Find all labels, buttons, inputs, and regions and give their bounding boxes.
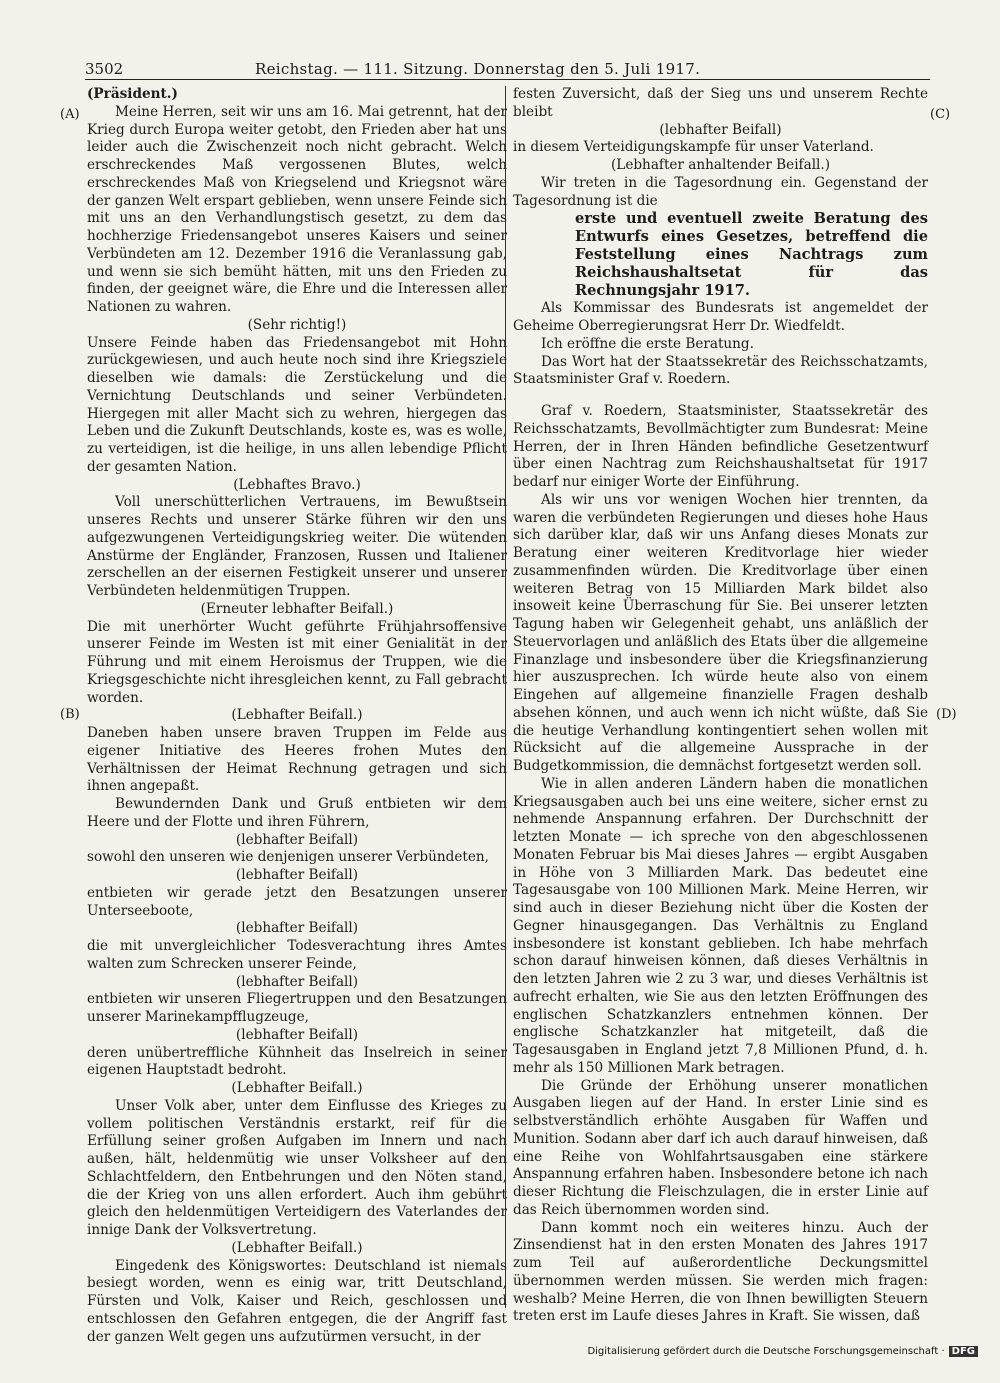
paragraph: Die mit unerhörter Wucht geführte Frühjahrsoffensive unserer Feinde im Westen ist mit einer Genialität in der Führung und mit einem Heroismus der Truppen, wie die Kriegsgeschichte nicht ihresgleichen kennt, zu Fall gebracht worden. xyxy=(87,618,507,706)
interjection: (lebhafter Beifall) xyxy=(235,920,359,937)
right-column xyxy=(513,86,928,1326)
paragraph: Dann kommt noch ein weiteres hinzu. Auch der Zinsendienst hat in den ersten Monaten des Jahres 1917 zum Teil auf außerordentliche Deckungsmittel übernommen werden müssen. Sie werden mich fragen: weshalb? Meine Herren, die von Ihnen bewilligten Steuern treten erst im Laufe dieses Jahres in Kraft. Sie wissen, daß xyxy=(513,1219,928,1325)
paragraph: in diesem Verteidigungskampfe für unser Vaterland. xyxy=(513,139,874,156)
paragraph: Die Gründe der Erhöhung unserer monatlichen Ausgaben liegen auf der Hand. In erster Linie sind es selbstverständlich erhöhte Ausgaben für Waffen und Munition. Sodann aber darf ich auch darauf hinweisen, daß eine Reihe von Wohlfahrtsausgaben eine stärkere Anspannung erfahren haben. Insbesondere betone ich nach dieser Richtung die Fleischzulagen, die in erster Linie auf das Reich übernommen worden sind. xyxy=(513,1077,928,1218)
paragraph: Voll unerschütterlichen Vertrauens, im Bewußtsein unseres Rechts und unserer Stärke führen wir den uns aufgezwungenen Verteidigungskrieg weiter. Die wütenden Anstürme der Engländer, Franzosen, Russen und Italiener zerschellen an der eisernen Festigkeit unserer und unserer Verbündeten heldenmütigen Truppen. xyxy=(87,494,507,599)
paragraph: festen Zuversicht, daß der Sieg uns und unserem Rechte bleibt xyxy=(513,86,928,120)
interjection: (Sehr richtig!) xyxy=(247,316,347,333)
header-rule xyxy=(85,79,930,80)
paragraph: Das Wort hat der Staatssekretär des Reichsschatzamts, Staatsminister Graf v. Roedern. xyxy=(513,353,928,388)
paragraph: sowohl den unseren wie denjenigen unserer Verbündeten, xyxy=(87,849,489,866)
interjection: (lebhafter Beifall) xyxy=(235,973,359,990)
paragraph: Ich eröffne die erste Beratung. xyxy=(541,335,754,352)
paragraph: Als wir uns vor wenigen Wochen hier trennten, da waren die verbündeten Regierungen und dieses hohe Haus sich darüber klar, daß wir uns Anfang dieses Monats zur Beratung einer weiteren Kreditvorlage hier wieder zusammenfinden würden. Die Kreditvorlage über einen weiteren Betrag von 15 Milliarden Mark bildet also insoweit keine Überraschung für Sie. Bei unserer letzten Tagung haben wir Gelegenheit gehabt, uns anläßlich der Steuervorlagen und anläßlich des Etats über die allgemeine Finanzlage und insbesondere über die Kriegsfinanzierung hier auszusprechen. Ich würde heute also von einem Eingehen auf allgemeine finanzielle Fragen deshalb absehen können, und auch wenn ich nicht wüßte, daß Sie die heutige Verhandlung kontingentiert sehen wollen mit Rücksicht auf die allgemeine Aussprache in der Budgetkommission, die demnächst fortgesetzt werden soll. xyxy=(513,491,928,774)
interjection: (lebhafter Beifall) xyxy=(659,121,782,138)
dfg-logo: DFG xyxy=(949,1346,978,1357)
speech-opening: Graf v. Roedern, Staatsminister, Staatssekretär des Reichsschatzamts, Bevollmächtigter zum Bundesrat: Meine Herren, der in Ihren Händen befindliche Gesetzentwurf über einen Nachtrag zum Reichshaushaltsetat für 1917 bedarf nur einiger Worte der Einführung. xyxy=(513,403,928,490)
margin-marker-d: (D) xyxy=(936,707,957,722)
interjection: (Lebhaftes Bravo.) xyxy=(233,476,361,493)
paragraph: entbieten wir gerade jetzt den Besatzungen unserer Unterseeboote, xyxy=(87,884,507,919)
paragraph: Unsere Feinde haben das Friedensangebot mit Hohn zurückgewiesen, und auch heute noch sind ihre Kriegsziele dieselben wie damals: die Zerstückelung und die Vernichtung Deutschlands und seiner Verbündeten. Hiergegen mit aller Macht sich zu wehren, hiergegen das Leben und die Zukunft Deutschlands, koste es, was es wolle, zu verteidigen, ist die heilige, in uns allen lebendige Pflicht der gesamten Nation. xyxy=(87,334,507,475)
left-column xyxy=(87,86,507,1346)
footer-text: Digitalisierung gefördert durch die Deutsche Forschungsgemeinschaft · xyxy=(587,1346,945,1357)
page-number: 3502 xyxy=(85,60,124,78)
paragraph: Bewundernden Dank und Gruß entbieten wir dem Heere und der Flotte und ihren Führern, xyxy=(87,796,507,830)
footer-credit xyxy=(587,1346,978,1357)
paragraph: Daneben haben unsere braven Truppen im Felde aus eigener Initiative des Heeres frohen Mutes den Verhältnissen der Heimat Rechnung getragen und sich ihnen angepaßt. xyxy=(87,725,507,795)
running-head: Reichstag. — 111. Sitzung. Donnerstag den 5. Juli 1917. xyxy=(255,60,701,78)
interjection: (Lebhafter Beifall.) xyxy=(231,1239,363,1256)
speaker-label: (Präsident.) xyxy=(87,86,178,102)
paragraph: Wir treten in die Tagesordnung ein. Gegenstand der Tagesordnung ist die xyxy=(513,174,928,209)
margin-marker-a: (A) xyxy=(60,107,80,122)
margin-marker-c: (C) xyxy=(930,107,951,122)
agenda-heading: erste und eventuell zweite Beratung des Entwurfs eines Gesetzes, betreffend die Feststellung eines Nachtrags zum Reichshaushaltsetat für das Rechnungsjahr 1917. xyxy=(575,210,928,300)
paragraph: Als Kommissar des Bundesrats ist angemeldet der Geheime Oberregierungsrat Herr Dr. Wiedfeldt. xyxy=(513,300,928,334)
interjection: (Lebhafter Beifall.) xyxy=(231,1080,363,1096)
interjection: (Lebhafter Beifall.) xyxy=(231,707,363,724)
margin-marker-b: (B) xyxy=(60,707,80,722)
interjection: (Erneuter lebhafter Beifall.) xyxy=(200,600,394,617)
paragraph: deren unübertreffliche Kühnheit das Inselreich in seiner eigenen Hauptstadt bedroht. xyxy=(87,1044,507,1079)
paragraph: Eingedenk des Königswortes: Deutschland ist niemals besiegt worden, wenn es einig war, tritt Deutschland, Fürsten und Volk, Kaiser und Reich, geschlossen und entschlossen den Gefahren entgegen, die der Angriff fast der ganzen Welt gegen uns aufzutürmen versucht, in der xyxy=(87,1257,507,1345)
paragraph: entbieten wir unseren Fliegertruppen und den Besatzungen unserer Marinekampfflugzeuge, xyxy=(87,991,507,1025)
paragraph: Wie in allen anderen Ländern haben die monatlichen Kriegsausgaben auch bei uns eine weitere, sicher ernst zu nehmende Anspannung erfahren. Der Durchschnitt der letzten Monate — ich spreche von den abgeschlossenen Monaten Februar bis Mai dieses Jahres — ergibt Ausgaben in Höhe von 3 Milliarden Mark. Das bedeutet eine Tagesausgabe von 100 Millionen Mark. Meine Herren, wir sind auch in dieser Beziehung nicht über die Kosten der Gegner hinausgegangen. Das Verhältnis zu England insbesondere ist konstant geblieben. Ich habe mehrfach schon darauf hinweisen können, daß dieses Verhältnis in den letzten Jahren wie 2 zu 3 war, und dieses Verhältnis ist aufrecht erhalten, wie Sie aus den letzten Eröffnungen des englischen Schatzkanzlers entnehmen können. Der englische Schatzkanzler hat mitgeteilt, daß die Tagesausgaben in England jetzt 7,8 Millionen Pfund, d. h. mehr als 150 Millionen Mark betragen. xyxy=(513,775,928,1076)
paragraph: die mit unvergleichlicher Todesverachtung ihres Amtes walten zum Schrecken unserer Feinde, xyxy=(87,938,507,972)
interjection: (lebhafter Beifall) xyxy=(235,867,359,883)
interjection: (Lebhafter anhaltender Beifall.) xyxy=(610,157,831,173)
interjection: (lebhafter Beifall) xyxy=(235,1026,359,1043)
interjection: (lebhafter Beifall) xyxy=(235,831,359,848)
paragraph: Unser Volk aber, unter dem Einflusse des Krieges zu vollem politischen Verständnis erstarkt, reif für die Erfüllung seiner großen Aufgaben im Innern und nach außen, hält, heldenmütig wie unser Volksheer auf den Schlachtfeldern, den Entbehrungen und den Nöten stand, die der Krieg von uns allen erfordert. Auch ihm gebührt gleich den heldenmütigen Verteidigern des Vaterlandes der innige Dank der Volksvertretung. xyxy=(87,1097,507,1238)
paragraph: Meine Herren, seit wir uns am 16. Mai getrennt, hat der Krieg durch Europa weiter getobt, den Frieden aber hat uns leider auch die Zwischenzeit noch nicht gebracht. Welch erschreckendes Maß vergossenen Blutes, welch erschreckendes Maß von Kriegselend und Kriegsnot wäre der ganzen Welt erspart geblieben, wenn unsere Feinde sich mit uns an den Verhandlungstisch gesetzt, zu dem das hochherzige Friedensangebot unseres Kaisers und seiner Verbündeten am 12. Dezember 1916 die Veranlassung gab, und wenn sie sich bemüht hätten, mit uns den Frieden zu finden, der geeignet wäre, die Ehre und die Interessen aller Nationen zu wahren. xyxy=(87,103,507,315)
